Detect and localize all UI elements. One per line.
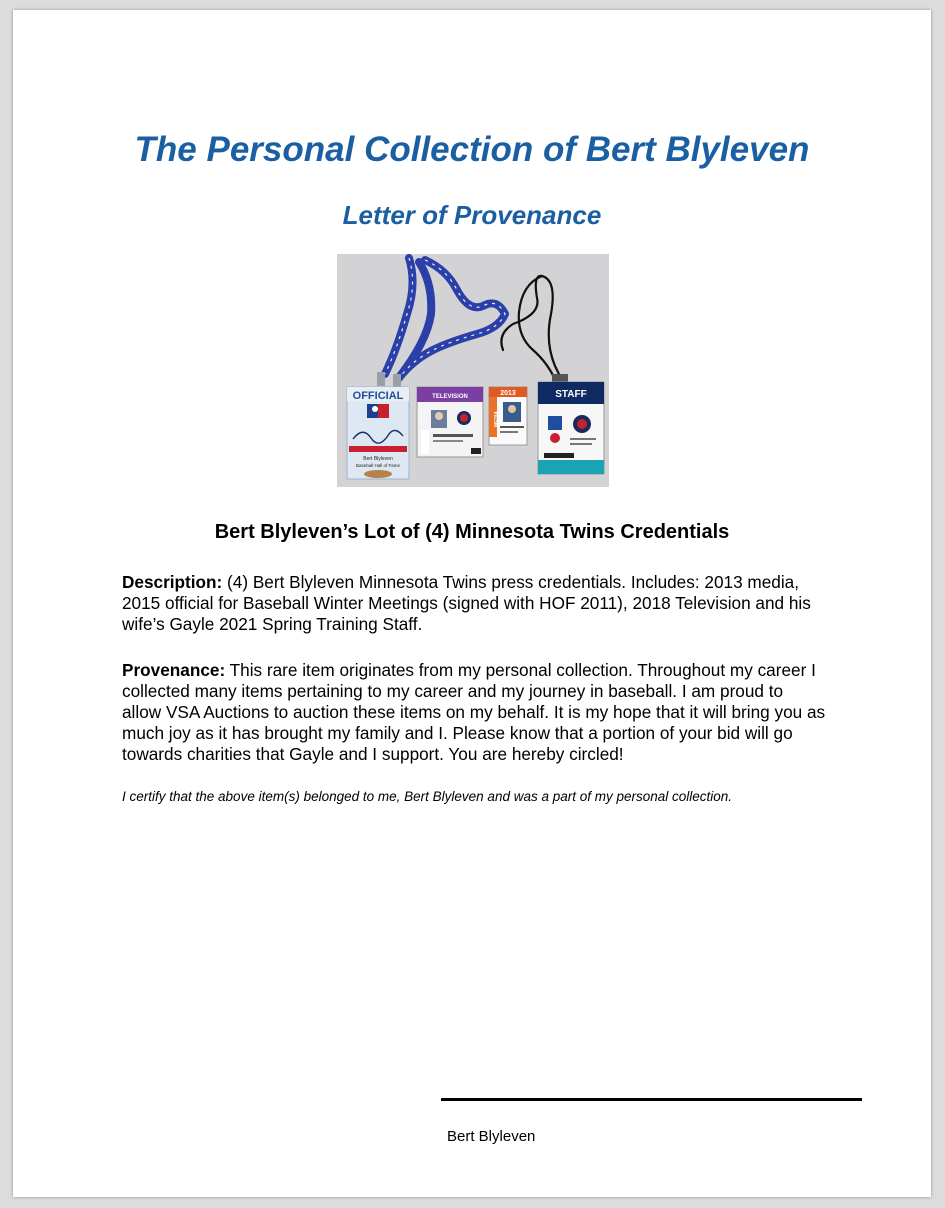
staff-label: STAFF: [555, 389, 587, 400]
television-badge: [417, 387, 483, 457]
media-year: 2013: [500, 390, 516, 397]
media-badge: [489, 387, 527, 445]
provenance-text: This rare item originates from my personal collection. Throughout my career I collected many items pertaining to my career and my journey in baseball. I am proud to allow VSA Auctions to auction these items on my behalf. It is my hope that it will bring you as much joy as it has brought my family and I. Please know that a portion of your bid will go towards charities that Gayle and I support. You are hereby circled!: [122, 660, 826, 764]
media-label: MEDIA: [494, 410, 500, 428]
page-subtitle: Letter of Provenance: [342, 200, 602, 230]
description-text: (4) Bert Blyleven Minnesota Twins press credentials. Includes: 2013 media, 2015 official for Baseball Winter Meetings (signed with HOF 2011), 2018 Television and his wife’s Gayle 2021 Spring Training Staff.: [122, 572, 811, 634]
provenance-paragraph: [122, 660, 827, 765]
official-label: OFFICIAL: [352, 390, 404, 402]
description-paragraph: [122, 572, 827, 635]
signature-line: [441, 1098, 862, 1101]
page-title: The Personal Collection of Bert Blyleven: [134, 130, 810, 169]
credentials-photo: [337, 254, 609, 487]
certification-statement: I certify that the above item(s) belonged to me, Bert Blyleven and was a part of my personal collection.: [122, 789, 733, 804]
document-page: [13, 10, 931, 1197]
official-hof: Baseball Hall of Fame: [355, 463, 401, 468]
official-badge: [347, 387, 409, 479]
description-label: Description:: [122, 572, 223, 592]
provenance-label: Provenance:: [122, 660, 226, 680]
staff-badge: [538, 382, 604, 474]
television-label: TELEVISION: [432, 394, 468, 400]
signature-name: Bert Blyleven: [447, 1128, 536, 1145]
item-heading: Bert Blyleven’s Lot of (4) Minnesota Twins Credentials: [214, 521, 730, 543]
official-name: Bert Blyleven: [363, 456, 393, 462]
